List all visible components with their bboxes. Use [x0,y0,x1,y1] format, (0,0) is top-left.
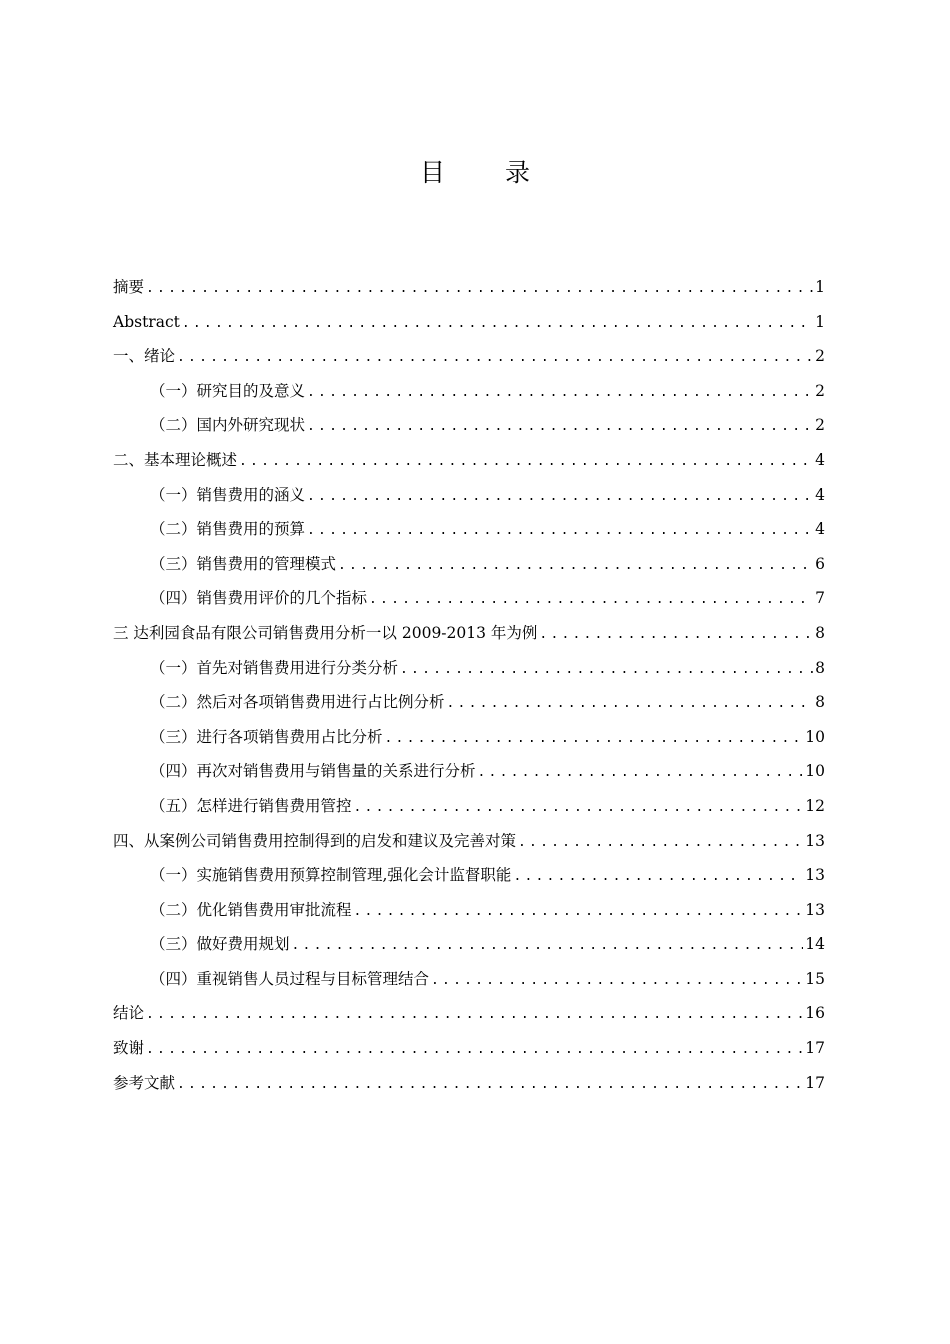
toc-entry-label: （二）国内外研究现状 [150,416,306,435]
toc-entry-label: （一）首先对销售费用进行分类分析 [150,658,399,677]
toc-entry-page: 2 [815,381,825,400]
toc-entry-page: 4 [815,485,825,504]
toc-entry[interactable] [113,651,825,686]
toc-entry-label: （四）销售费用评价的几个指标 [150,589,368,608]
page-title: 目 录 [420,158,556,187]
toc-entry[interactable] [113,374,825,409]
table-of-contents [113,270,825,1100]
toc-entry[interactable] [113,339,825,374]
toc-leader-dots [513,860,803,895]
toc-entry-label: （二）优化销售费用审批流程 [150,900,352,919]
toc-entry[interactable] [113,270,825,305]
toc-entry[interactable] [113,547,825,582]
toc-entry[interactable] [113,616,825,651]
toc-entry[interactable] [113,305,825,340]
toc-entry-page: 2 [815,347,825,366]
toc-entry[interactable] [113,685,825,720]
toc-leader-dots [518,826,803,861]
toc-entry-label: 三 达利园食品有限公司销售费用分析一以 2009-2013 年为例 [113,623,538,642]
toc-entry-page: 17 [805,1039,825,1058]
toc-entry[interactable] [113,1066,825,1101]
toc-leader-dots [146,998,803,1033]
toc-entry[interactable] [113,893,825,928]
toc-entry-label: （三）做好费用规划 [150,935,290,954]
toc-entry[interactable] [113,1031,825,1066]
toc-leader-dots [354,791,804,826]
toc-entry[interactable] [113,408,825,443]
toc-entry-label: （一）实施销售费用预算控制管理,强化会计监督职能 [150,866,512,885]
toc-entry-label: （二）然后对各项销售费用进行占比例分析 [150,693,445,712]
toc-entry-page: 8 [815,623,825,642]
toc-entry-label: （三）进行各项销售费用占比分析 [150,727,383,746]
toc-entry-page: 6 [815,554,825,573]
toc-leader-dots [385,722,804,757]
toc-entry-page: 12 [805,796,825,815]
toc-entry[interactable] [113,789,825,824]
toc-entry[interactable] [113,927,825,962]
toc-entry-page: 16 [805,1004,825,1023]
toc-entry-page: 13 [805,900,825,919]
toc-entry-page: 10 [805,762,825,781]
toc-entry-page: 17 [805,1073,825,1092]
toc-entry-label: （一）销售费用的涵义 [150,485,306,504]
toc-entry-label: （二）销售费用的预算 [150,520,306,539]
toc-leader-dots [307,480,813,515]
toc-entry-label: 一、绪论 [113,347,176,366]
toc-leader-dots [292,929,804,964]
toc-entry-page: 8 [815,693,825,712]
toc-leader-dots [539,618,813,653]
toc-leader-dots [478,756,804,791]
toc-entry-label: （四）再次对销售费用与销售量的关系进行分析 [150,762,476,781]
toc-leader-dots [239,445,813,480]
toc-leader-dots [354,895,804,930]
toc-entry-label: 结论 [113,1004,145,1023]
toc-entry-page: 4 [815,520,825,539]
toc-leader-dots [307,514,813,549]
toc-entry-label: 四、从案例公司销售费用控制得到的启发和建议及完善对策 [113,831,517,850]
toc-leader-dots [338,549,813,584]
toc-leader-dots [447,687,814,722]
toc-leader-dots [307,410,813,445]
toc-entry-label: （一）研究目的及意义 [150,381,306,400]
toc-leader-dots [177,1068,803,1103]
toc-entry-page: 2 [815,416,825,435]
toc-entry-label: Abstract [113,312,180,331]
toc-entry[interactable] [113,443,825,478]
toc-leader-dots [431,964,803,999]
toc-entry[interactable] [113,824,825,859]
toc-entry-page: 1 [815,278,825,296]
toc-entry-label: （四）重视销售人员过程与目标管理结合 [150,969,430,988]
toc-entry-page: 10 [805,727,825,746]
toc-entry-page: 4 [815,450,825,469]
toc-leader-dots [400,653,813,688]
toc-leader-dots [307,376,813,411]
toc-entry-label: 致谢 [113,1039,145,1058]
toc-leader-dots [177,341,813,376]
toc-entry-label: 二、基本理论概述 [113,450,238,469]
toc-entry[interactable] [113,962,825,997]
toc-entry-label: 参考文献 [113,1073,176,1092]
toc-entry-page: 1 [815,312,825,331]
toc-entry-label: （五）怎样进行销售费用管控 [150,796,352,815]
toc-entry[interactable] [113,858,825,893]
toc-leader-dots [146,272,813,307]
toc-leader-dots [369,583,813,618]
toc-entry-page: 14 [805,935,825,954]
toc-leader-dots [146,1033,803,1068]
toc-entry-page: 13 [805,831,825,850]
toc-entry-page: 15 [805,969,825,988]
toc-entry[interactable] [113,720,825,755]
toc-entry-label: 摘要 [113,278,145,296]
toc-entry[interactable] [113,581,825,616]
toc-entry-page: 8 [815,658,825,677]
toc-entry-page: 13 [805,866,825,885]
toc-entry-page: 7 [815,589,825,608]
toc-leader-dots [182,307,813,342]
toc-entry[interactable] [113,996,825,1031]
toc-entry-label: （三）销售费用的管理模式 [150,554,337,573]
toc-entry[interactable] [113,478,825,513]
toc-entry[interactable] [113,512,825,547]
toc-entry[interactable] [113,754,825,789]
